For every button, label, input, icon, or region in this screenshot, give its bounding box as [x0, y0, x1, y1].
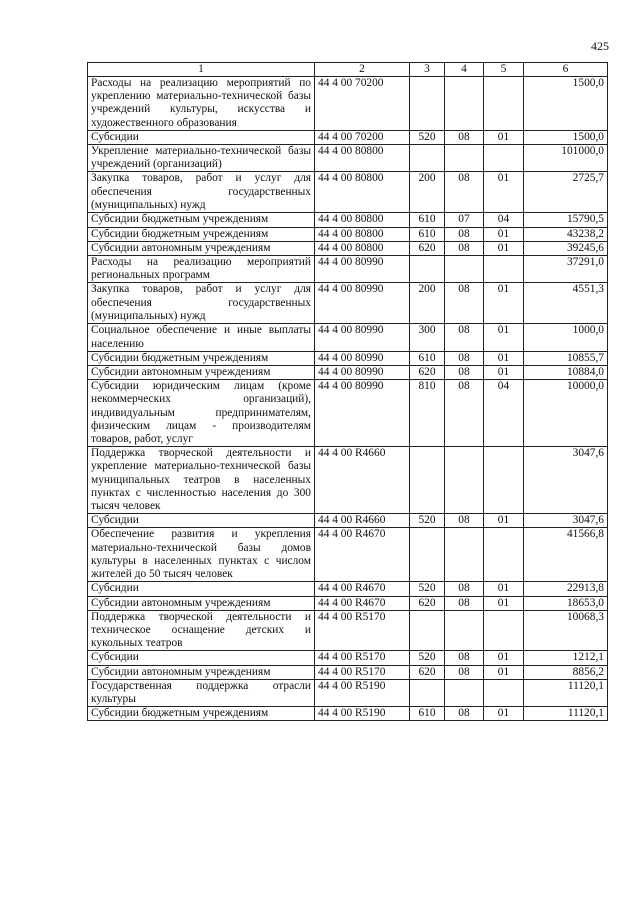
- row-code: 44 4 00 80990: [315, 366, 410, 380]
- row-col-3: 520: [410, 130, 445, 144]
- row-amount: 3047,6: [524, 514, 608, 528]
- row-name: Расходы на реализацию мероприятий региональных программ: [88, 256, 315, 283]
- row-col-5: 04: [484, 213, 524, 227]
- table-row: [88, 241, 608, 255]
- row-col-3: 520: [410, 582, 445, 596]
- row-name: Субсидии: [88, 514, 315, 528]
- row-amount: 1212,1: [524, 651, 608, 665]
- row-amount: 8856,2: [524, 665, 608, 679]
- row-col-3: 300: [410, 324, 445, 351]
- row-code: 44 4 00 R5170: [315, 651, 410, 665]
- row-col-4: 08: [445, 707, 484, 721]
- row-code: 44 4 00 80990: [315, 283, 410, 324]
- table-row: [88, 256, 608, 283]
- row-code: 44 4 00 80990: [315, 324, 410, 351]
- row-name: Субсидии юридическим лицам (кроме некоммерческих организаций), индивидуальным предпринимателям, физическим лицам - производителям товаров, работ, услуг: [88, 380, 315, 447]
- row-name: Субсидии бюджетным учреждениям: [88, 351, 315, 365]
- budget-table: [87, 62, 608, 721]
- row-col-4: 08: [445, 351, 484, 365]
- row-name: Обеспечение развития и укрепления материально-технической базы домов культуры в населенных пунктах с числом жителей до 50 тысяч человек: [88, 528, 315, 582]
- row-col-3: 610: [410, 227, 445, 241]
- row-code: 44 4 00 80800: [315, 145, 410, 172]
- row-name: Субсидии бюджетным учреждениям: [88, 707, 315, 721]
- row-code: 44 4 00 R4670: [315, 596, 410, 610]
- row-col-5: 01: [484, 514, 524, 528]
- row-code: 44 4 00 R4670: [315, 528, 410, 582]
- table-row: [88, 130, 608, 144]
- row-code: 44 4 00 80800: [315, 241, 410, 255]
- row-col-5: [484, 145, 524, 172]
- row-name: Субсидии автономным учреждениям: [88, 366, 315, 380]
- row-amount: 10884,0: [524, 366, 608, 380]
- row-code: 44 4 00 80990: [315, 351, 410, 365]
- row-col-3: 620: [410, 241, 445, 255]
- table-row: [88, 651, 608, 665]
- row-col-3: 620: [410, 665, 445, 679]
- row-col-3: 520: [410, 514, 445, 528]
- row-col-4: [445, 256, 484, 283]
- table-row: [88, 447, 608, 514]
- row-code: 44 4 00 70200: [315, 130, 410, 144]
- row-amount: 41566,8: [524, 528, 608, 582]
- row-name: Субсидии: [88, 651, 315, 665]
- row-col-4: 08: [445, 651, 484, 665]
- table-row: [88, 514, 608, 528]
- row-code: 44 4 00 80800: [315, 227, 410, 241]
- row-amount: 43238,2: [524, 227, 608, 241]
- row-col-5: 01: [484, 324, 524, 351]
- row-col-5: 01: [484, 283, 524, 324]
- row-col-4: 08: [445, 324, 484, 351]
- row-col-3: [410, 256, 445, 283]
- table-row: [88, 582, 608, 596]
- row-col-4: 08: [445, 665, 484, 679]
- row-name: Субсидии бюджетным учреждениям: [88, 213, 315, 227]
- row-name: Субсидии: [88, 582, 315, 596]
- row-code: 44 4 00 70200: [315, 77, 410, 131]
- row-col-5: 01: [484, 596, 524, 610]
- row-amount: 11120,1: [524, 679, 608, 706]
- row-name: Государственная поддержка отрасли культуры: [88, 679, 315, 706]
- table-row: [88, 380, 608, 447]
- header-row: [88, 63, 608, 77]
- row-code: 44 4 00 R5190: [315, 707, 410, 721]
- table-row: [88, 665, 608, 679]
- row-code: 44 4 00 80990: [315, 256, 410, 283]
- row-col-5: 01: [484, 241, 524, 255]
- row-col-4: [445, 679, 484, 706]
- header-col-5: 5: [484, 63, 524, 77]
- row-col-4: 07: [445, 213, 484, 227]
- row-col-3: 200: [410, 172, 445, 213]
- header-col-6: 6: [524, 63, 608, 77]
- row-name: Субсидии бюджетным учреждениям: [88, 227, 315, 241]
- row-col-5: [484, 77, 524, 131]
- row-col-5: [484, 447, 524, 514]
- row-amount: 37291,0: [524, 256, 608, 283]
- row-code: 44 4 00 R5190: [315, 679, 410, 706]
- row-col-3: [410, 610, 445, 651]
- row-code: 44 4 00 R4670: [315, 582, 410, 596]
- row-col-3: [410, 528, 445, 582]
- row-col-4: 08: [445, 241, 484, 255]
- row-name: Поддержка творческой деятельности и техническое оснащение детских и кукольных театров: [88, 610, 315, 651]
- row-col-5: 01: [484, 172, 524, 213]
- row-name: Поддержка творческой деятельности и укрепление материально-технической базы муниципальных театров в населенных пунктах с численностью населения до 300 тысяч человек: [88, 447, 315, 514]
- row-amount: 11120,1: [524, 707, 608, 721]
- row-col-4: 08: [445, 514, 484, 528]
- table-row: [88, 679, 608, 706]
- table-row: [88, 227, 608, 241]
- row-code: 44 4 00 80800: [315, 172, 410, 213]
- row-name: Субсидии автономным учреждениям: [88, 241, 315, 255]
- row-amount: 3047,6: [524, 447, 608, 514]
- row-col-3: 520: [410, 651, 445, 665]
- row-col-3: 810: [410, 380, 445, 447]
- table-row: [88, 528, 608, 582]
- row-amount: 1000,0: [524, 324, 608, 351]
- header-col-1: 1: [88, 63, 315, 77]
- table-row: [88, 145, 608, 172]
- table-row: [88, 283, 608, 324]
- row-col-5: 01: [484, 665, 524, 679]
- row-col-3: 200: [410, 283, 445, 324]
- row-col-3: [410, 77, 445, 131]
- table-row: [88, 610, 608, 651]
- row-col-4: [445, 447, 484, 514]
- row-code: 44 4 00 R4660: [315, 447, 410, 514]
- row-col-4: 08: [445, 283, 484, 324]
- row-col-4: 08: [445, 227, 484, 241]
- row-amount: 15790,5: [524, 213, 608, 227]
- row-name: Субсидии: [88, 130, 315, 144]
- row-amount: 101000,0: [524, 145, 608, 172]
- row-col-3: 610: [410, 351, 445, 365]
- row-amount: 10068,3: [524, 610, 608, 651]
- table-row: [88, 366, 608, 380]
- table-row: [88, 77, 608, 131]
- row-col-4: 08: [445, 366, 484, 380]
- row-col-4: [445, 145, 484, 172]
- table-row: [88, 351, 608, 365]
- row-code: 44 4 00 R4660: [315, 514, 410, 528]
- row-col-4: [445, 77, 484, 131]
- row-amount: 22913,8: [524, 582, 608, 596]
- row-col-3: 620: [410, 596, 445, 610]
- row-amount: 10855,7: [524, 351, 608, 365]
- row-col-5: 01: [484, 130, 524, 144]
- page-number: 425: [591, 39, 609, 53]
- table-body: [88, 77, 608, 721]
- row-col-5: 01: [484, 651, 524, 665]
- table-row: [88, 172, 608, 213]
- row-amount: 10000,0: [524, 380, 608, 447]
- row-name: Укрепление материально-технической базы учреждений (организаций): [88, 145, 315, 172]
- table-row: [88, 707, 608, 721]
- row-name: Закупка товаров, работ и услуг для обеспечения государственных (муниципальных) нужд: [88, 283, 315, 324]
- row-name: Закупка товаров, работ и услуг для обеспечения государственных (муниципальных) нужд: [88, 172, 315, 213]
- row-col-5: [484, 610, 524, 651]
- row-col-3: 620: [410, 366, 445, 380]
- row-amount: 4551,3: [524, 283, 608, 324]
- table-row: [88, 596, 608, 610]
- row-col-4: 08: [445, 596, 484, 610]
- row-col-5: [484, 528, 524, 582]
- row-col-5: [484, 679, 524, 706]
- header-col-2: 2: [315, 63, 410, 77]
- row-code: 44 4 00 R5170: [315, 665, 410, 679]
- row-amount: 1500,0: [524, 77, 608, 131]
- row-col-5: 01: [484, 351, 524, 365]
- row-name: Расходы на реализацию мероприятий по укреплению материально-технической базы учреждений культуры, искусства и художественного образования: [88, 77, 315, 131]
- row-code: 44 4 00 80800: [315, 213, 410, 227]
- row-col-5: 01: [484, 227, 524, 241]
- row-col-5: 01: [484, 366, 524, 380]
- row-col-3: [410, 679, 445, 706]
- row-code: 44 4 00 80990: [315, 380, 410, 447]
- row-col-4: 08: [445, 172, 484, 213]
- row-col-5: 04: [484, 380, 524, 447]
- header-col-4: 4: [445, 63, 484, 77]
- row-col-4: [445, 528, 484, 582]
- row-name: Социальное обеспечение и иные выплаты населению: [88, 324, 315, 351]
- header-col-3: 3: [410, 63, 445, 77]
- table-row: [88, 324, 608, 351]
- row-code: 44 4 00 R5170: [315, 610, 410, 651]
- row-amount: 2725,7: [524, 172, 608, 213]
- row-col-3: [410, 145, 445, 172]
- row-col-3: 610: [410, 707, 445, 721]
- row-col-5: 01: [484, 582, 524, 596]
- row-col-3: 610: [410, 213, 445, 227]
- row-col-3: [410, 447, 445, 514]
- row-col-5: 01: [484, 707, 524, 721]
- row-amount: 39245,6: [524, 241, 608, 255]
- row-col-5: [484, 256, 524, 283]
- row-amount: 1500,0: [524, 130, 608, 144]
- row-col-4: 08: [445, 582, 484, 596]
- row-col-4: 08: [445, 380, 484, 447]
- row-name: Субсидии автономным учреждениям: [88, 665, 315, 679]
- row-col-4: [445, 610, 484, 651]
- row-col-4: 08: [445, 130, 484, 144]
- row-amount: 18653,0: [524, 596, 608, 610]
- row-name: Субсидии автономным учреждениям: [88, 596, 315, 610]
- table-row: [88, 213, 608, 227]
